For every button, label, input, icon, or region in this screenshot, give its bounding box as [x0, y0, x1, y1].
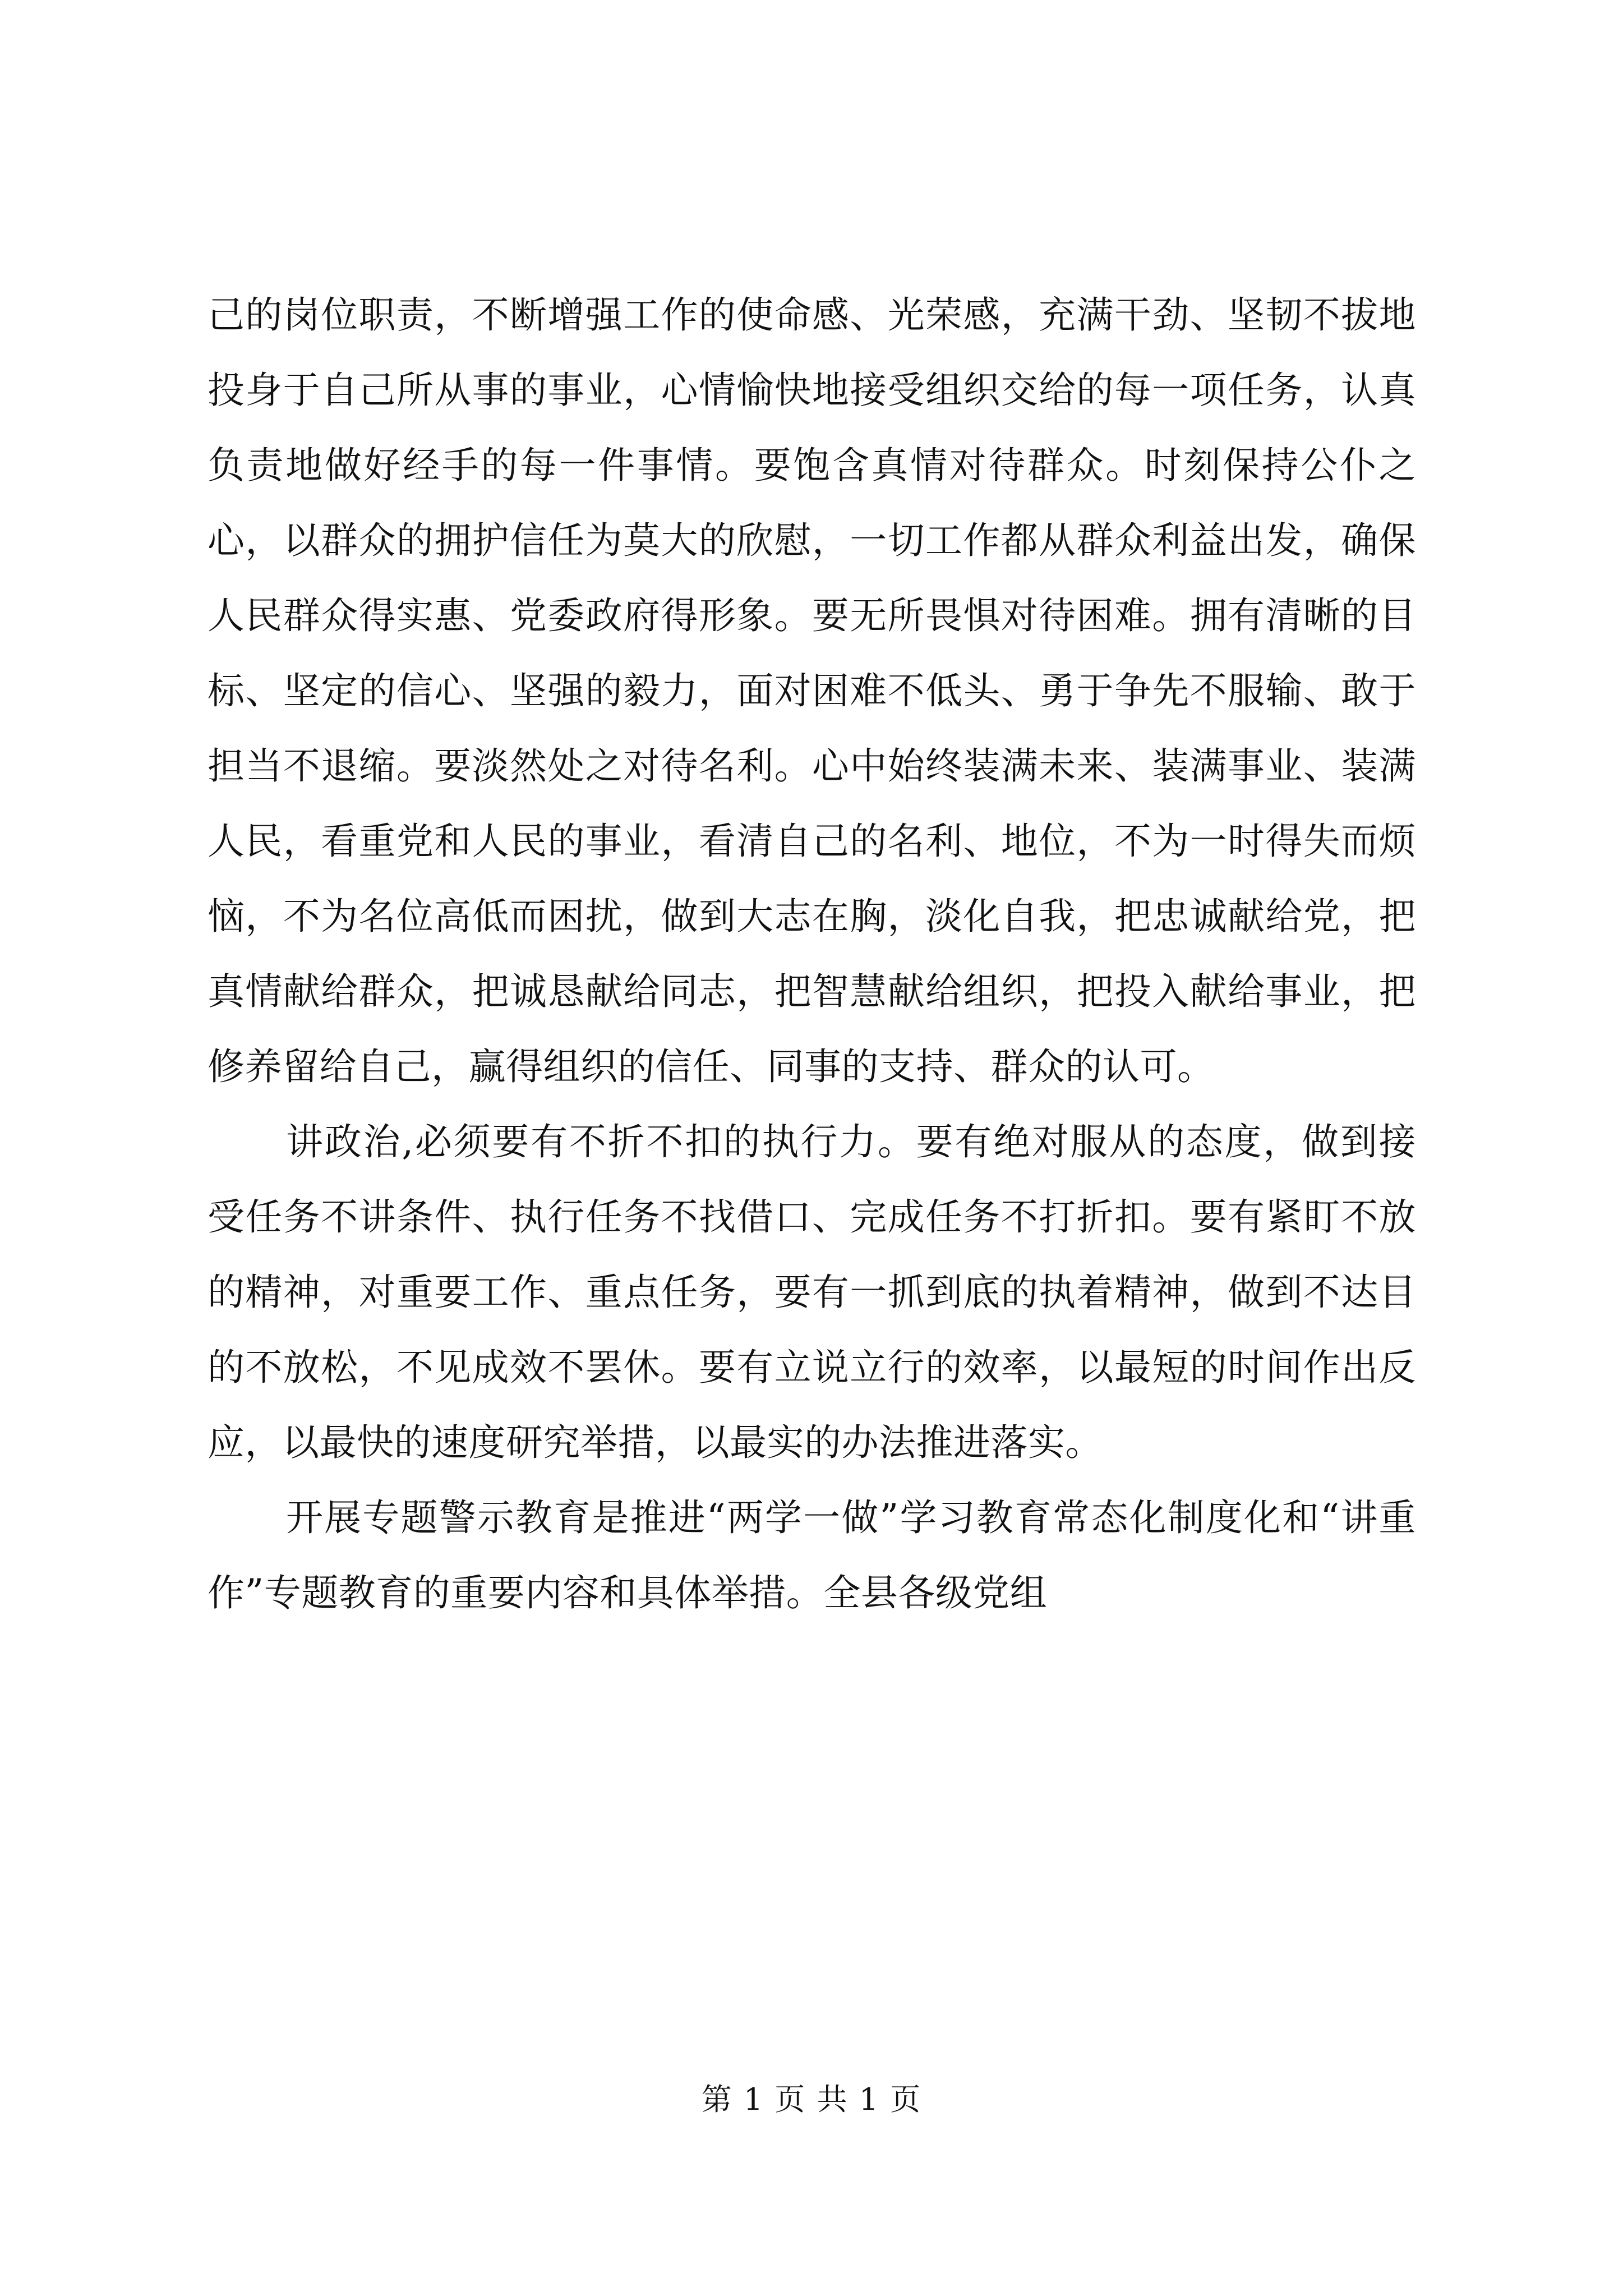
paragraph-2: 讲政治,必须要有不折不扣的执行力。要有绝对服从的态度，做到接受任务不讲条件、执行任务不找借口、完成任务不打折扣。要有紧盯不放的精神，对重要工作、重点任务，要有一抓到底的执着精神，做到不达目的不放松，不见成效不罢休。要有立说立行的效率，以最短的时间作出反应，以最快的速度研究举措，以最实的办法推进落实。	[208, 1120, 1416, 1464]
paragraph-3: 开展专题警示教育是推进“两学一做”学习教育常态化制度化和“讲重作”专题教育的重要内容和具体举措。全县各级党组	[208, 1496, 1416, 1614]
paragraph-1: 己的岗位职责，不断增强工作的使命感、光荣感，充满干劲、坚韧不拔地投身于自己所从事的事业，心情愉快地接受组织交给的每一项任务，认真负责地做好经手的每一件事情。要饱含真情对待群众。时刻保持公仆之心，以群众的拥护信任为莫大的欣慰，一切工作都从群众利益出发，确保人民群众得实惠、党委政府得形象。要无所畏惧对待困难。拥有清晰的目标、坚定的信心、坚强的毅力，面对困难不低头、勇于争先不服输、敢于担当不退缩。要淡然处之对待名利。心中始终装满未来、装满事业、装满人民，看重党和人民的事业，看清自己的名利、地位，不为一时得失而烦恼，不为名位高低而困扰，做到大志在胸，淡化自我，把忠诚献给党，把真情献给群众，把诚恳献给同志，把智慧献给组织，把投入献给事业，把修养留给自己，赢得组织的信任、同事的支持、群众的认可。	[208, 293, 1416, 1088]
page-footer: 第 1 页 共 1 页	[701, 2082, 922, 2117]
document-body	[208, 278, 1416, 1631]
